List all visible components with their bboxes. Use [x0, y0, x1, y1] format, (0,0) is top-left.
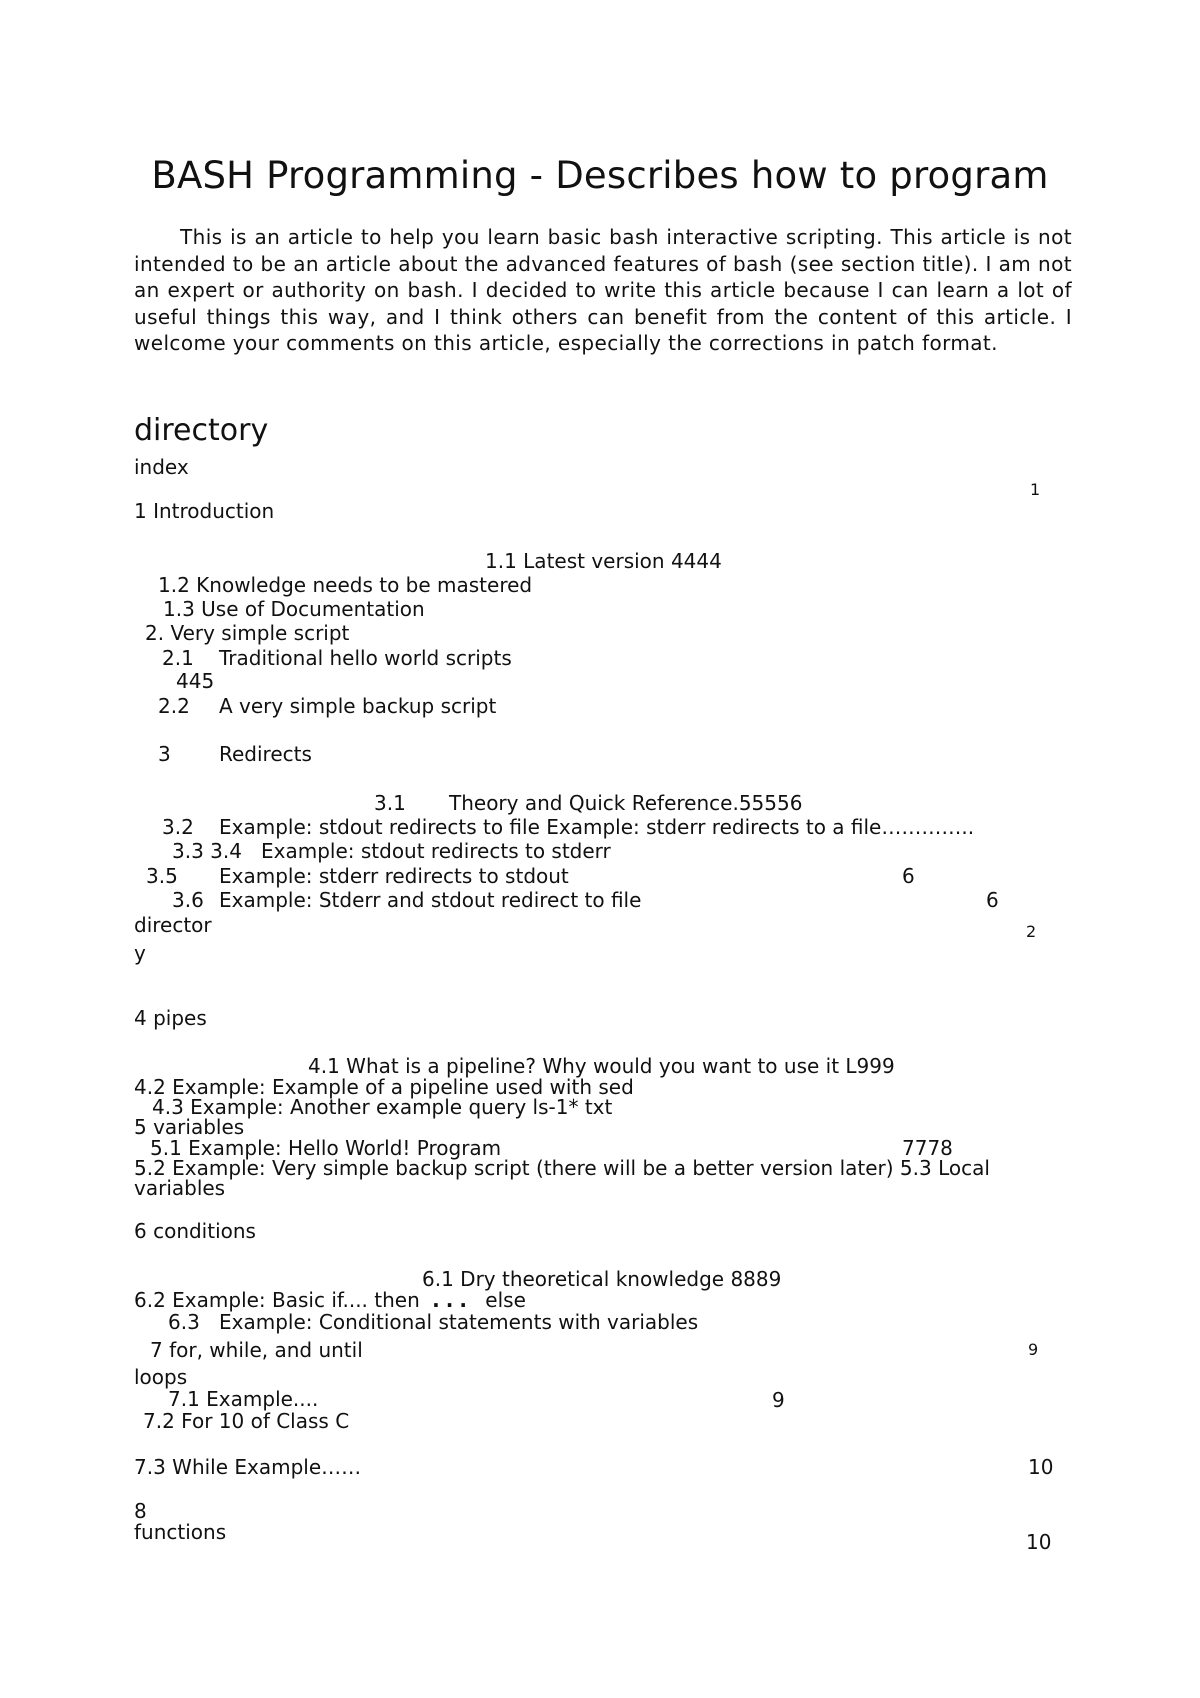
toc-entry: 5 variables: [134, 1115, 245, 1139]
toc-entry: 7.2 For 10 of Class C: [143, 1409, 350, 1433]
toc-entry-number: 2.1: [162, 646, 194, 670]
toc-entry: 1.2 Knowledge needs to be mastered: [158, 573, 533, 597]
toc-entry-page: 6: [986, 888, 999, 912]
directory-heading: directory: [134, 413, 269, 448]
toc-entry-number: 3.6: [172, 888, 204, 912]
toc-entry: 6.1 Dry theoretical knowledge 8889: [422, 1267, 782, 1291]
toc-entry: 7.3 While Example……: [134, 1455, 362, 1479]
toc-entry-number: 3.1: [374, 791, 406, 815]
toc-entry-text: 6.2 Example: Basic if.... then: [134, 1288, 420, 1312]
toc-entry: 6 conditions: [134, 1219, 256, 1243]
toc-entry: 4.1 What is a pipeline? Why would you want to use it L999: [308, 1054, 895, 1078]
toc-entry-page: 445: [176, 669, 215, 693]
toc-entry-page: 9: [1028, 1340, 1039, 1359]
toc-entry: loops: [134, 1365, 188, 1389]
toc-entry: 2. Very simple script: [145, 621, 350, 645]
toc-entry-page: 6: [902, 864, 915, 888]
toc-entry: 1.3 Use of Documentation: [163, 597, 425, 621]
toc-entry: 5.2 Example: Very simple backup script (there will be a better version later) 5.3 Local: [134, 1156, 990, 1180]
toc-entry: Example: Conditional statements with variables: [219, 1310, 699, 1334]
toc-entry: Example: stdout redirects to file Example: stderr redirects to a file…………..: [219, 815, 975, 839]
toc-entry-page: 10: [1028, 1455, 1054, 1479]
toc-entry: A very simple backup script: [219, 694, 497, 718]
toc-entry: Example: stderr redirects to stdout: [219, 864, 569, 888]
toc-entry-number: 3.5: [146, 864, 178, 888]
toc-entry: variables: [134, 1176, 226, 1200]
toc-index: index: [134, 455, 189, 479]
toc-entry: 5.1 Example: Hello World! Program: [150, 1136, 502, 1160]
toc-entry: 8: [134, 1499, 147, 1523]
toc-entry: 4.3 Example: Another example query ls-1* txt: [152, 1095, 613, 1119]
toc-entry-text: else: [485, 1288, 526, 1312]
toc-entry-page: 9: [772, 1388, 785, 1412]
toc-entry: Redirects: [219, 742, 312, 766]
toc-entry: Example: stdout redirects to stderr: [261, 839, 611, 863]
intro-paragraph: This is an article to help you learn basic bash interactive scripting. This article is not intended to be an article about the advanced features of bash (see section title). I am not an expert or authority on bash. I decided to write this article because I can learn a lot of useful things this way, and I think others can benefit from the content of this article. I welcome your comments on this article, especially the corrections in patch format.: [134, 225, 1072, 355]
toc-entry: director: [134, 913, 212, 937]
toc-entry: 4 pipes: [134, 1006, 207, 1030]
ellipsis: ...: [432, 1288, 473, 1312]
toc-entry: Theory and Quick Reference.55556: [449, 791, 803, 815]
toc-entry: y: [134, 941, 146, 965]
toc-entry: 7.1 Example....: [168, 1387, 319, 1411]
toc-entry: functions: [134, 1520, 227, 1544]
toc-entry: 7 for, while, and until: [150, 1338, 363, 1362]
toc-entry-number: 3.2: [162, 815, 194, 839]
toc-entry-number: 2.2: [158, 694, 190, 718]
toc-entry-page: 7778: [902, 1136, 953, 1160]
toc-entry: 1 Introduction: [134, 499, 275, 523]
toc-entry-number: 3: [158, 742, 171, 766]
toc-entry: 4.2 Example: Example of a pipeline used with sed: [134, 1075, 634, 1099]
toc-entry: Example: Stderr and stdout redirect to file: [219, 888, 642, 912]
toc-entry: Traditional hello world scripts: [219, 646, 512, 670]
toc-entry-page: 2: [1026, 922, 1037, 941]
toc-entry-page: 10: [1026, 1530, 1052, 1554]
toc-entry-number: 3.3 3.4: [172, 839, 242, 863]
document-title: BASH Programming - Describes how to program: [151, 154, 1049, 197]
toc-entry-number: 6.3: [168, 1310, 200, 1334]
toc-index-page: 1: [1030, 480, 1041, 499]
toc-entry: [134, 1288, 526, 1312]
toc-entry: 1.1 Latest version 4444: [485, 549, 722, 573]
